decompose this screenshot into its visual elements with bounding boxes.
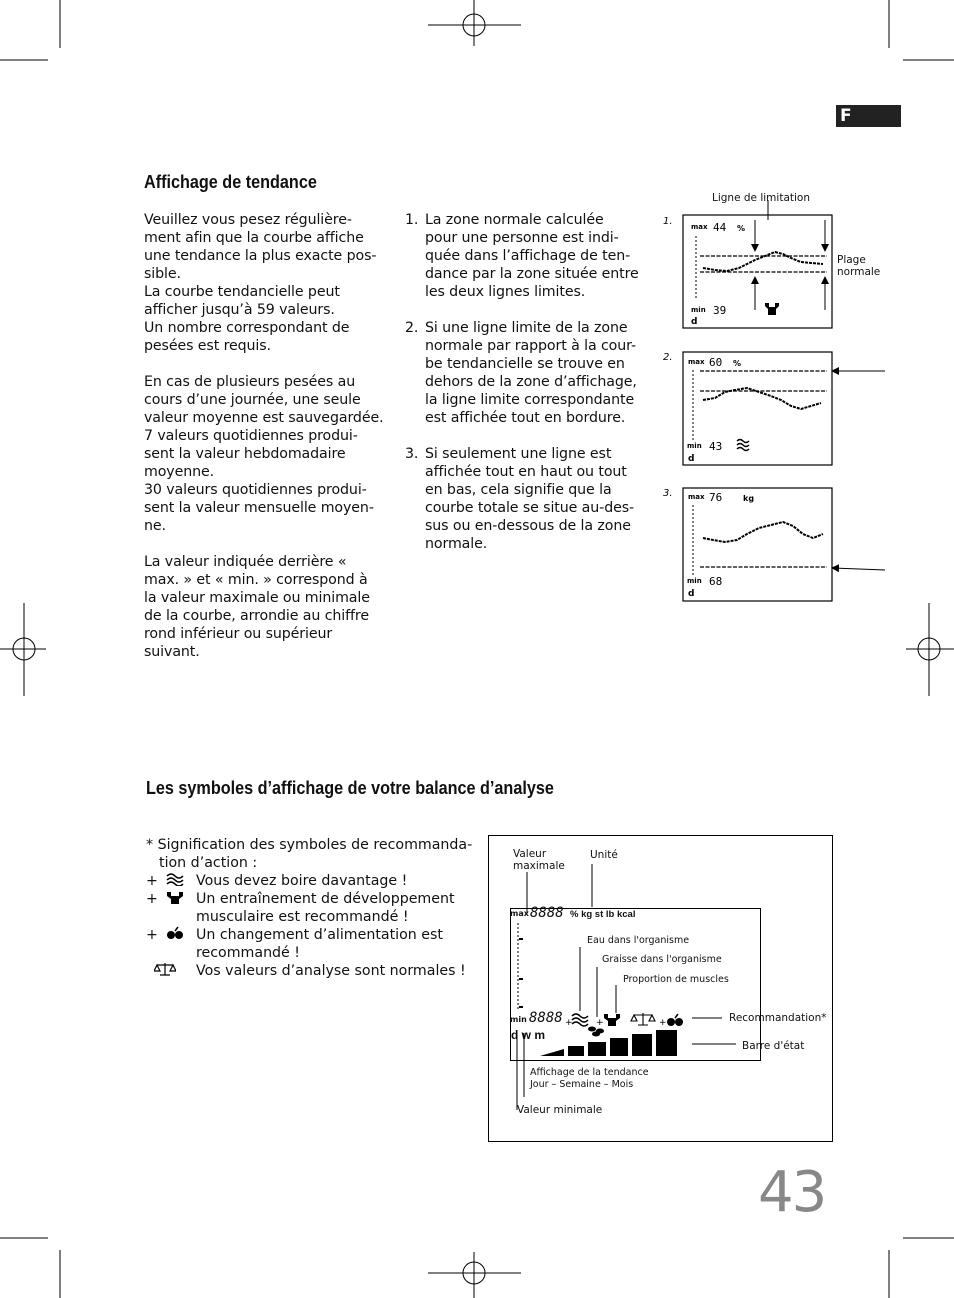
lcd-unit: % xyxy=(733,359,742,368)
lcd-period: d xyxy=(688,589,695,599)
svg-text:+: + xyxy=(659,1018,667,1028)
lcd-max-label: max xyxy=(688,358,705,366)
list-item: 2. Si une ligne limite de la zone normale par rapport à la cour- be tendancielle se trouve en dehors de la zone d’affichage, la ligne limite correspondante est affichée tout en bordure. xyxy=(405,320,637,426)
label-normal-range-2: normale xyxy=(837,266,881,278)
svg-text:+: + xyxy=(596,1018,604,1028)
scale-icon xyxy=(154,962,176,976)
list-item: 1. La zone normale calculée pour une personne est indi- quée dans l’affichage de ten- dance par la zone située entre les deux lignes limites. xyxy=(405,212,639,300)
lcd-units: % kg st lb kcal xyxy=(570,909,636,920)
intro-text: tion d’action : xyxy=(159,855,258,871)
water-icon xyxy=(572,1014,588,1026)
recommendation-legend xyxy=(146,836,476,980)
label-trend-2: Jour – Semaine – Mois xyxy=(530,1079,634,1090)
label-recommendation: Recommandation* xyxy=(729,1012,827,1024)
label-fat: Graisse dans l'organisme xyxy=(602,954,722,965)
lcd-max-value: 60 xyxy=(709,356,723,369)
trend-steps-column xyxy=(405,211,655,571)
muscle-icon xyxy=(604,1014,620,1026)
paragraph: La valeur indiquée derrière « max. » et « min. » correspond à la valeur maximale ou minimale de la courbe, arrondie au chiffre rond inférieur ou supérieur suivant. xyxy=(144,554,370,660)
list-item: + Un changement d’alimentation est recommandé ! xyxy=(146,927,443,961)
lcd-frame-3 xyxy=(683,488,832,601)
list-item: Vos valeurs d’analyse sont normales ! xyxy=(146,962,476,980)
svg-text:+: + xyxy=(565,1018,573,1028)
label-unit: Unité xyxy=(590,849,618,861)
fruit-icon xyxy=(166,926,184,940)
lcd-min-value: 43 xyxy=(709,440,723,453)
list-item: + Un entraînement de développement musculaire est recommandé ! xyxy=(146,891,455,925)
lcd-unit: kg xyxy=(743,494,755,503)
label-limit-line: Ligne de limitation xyxy=(712,192,810,204)
lcd-min-value: 68 xyxy=(709,575,723,588)
lcd-max-value: 44 xyxy=(713,221,727,234)
label-status-bar: Barre d'état xyxy=(742,1040,805,1052)
label-min-value: Valeur minimale xyxy=(517,1104,603,1116)
lcd-digits-top: 8888 xyxy=(530,905,564,921)
lcd-digits-bottom: 8888 xyxy=(529,1010,563,1026)
language-tab: F xyxy=(836,105,901,127)
trend-figures xyxy=(655,200,895,610)
lcd-unit: % xyxy=(737,224,746,233)
lcd-min-label: min xyxy=(510,1015,527,1024)
lcd-min-label: min xyxy=(687,577,702,585)
label-trend-1: Affichage de la tendance xyxy=(530,1067,649,1078)
lcd-min-value: 39 xyxy=(713,304,727,317)
lcd-period: d xyxy=(688,454,695,464)
lcd-max-label: max xyxy=(691,223,708,231)
figure-number: 3. xyxy=(663,488,673,499)
paragraph: Veuillez vous pesez régulière- ment afin que la courbe affiche une tendance la plus exacte pos- sible. La courbe tendancielle peut afficher jusqu’à 59 valeurs. Un nombre correspondant de pesées est requis. xyxy=(144,212,377,354)
section-title-symbols: Les symboles d’affichage de votre balance d’analyse xyxy=(146,778,554,798)
muscle-icon xyxy=(765,303,779,315)
lcd-min-label: min xyxy=(687,442,702,450)
label-max-value-1: Valeur xyxy=(513,848,547,860)
fat-icon xyxy=(588,1027,604,1037)
water-icon xyxy=(737,440,749,451)
lcd-period: d xyxy=(691,317,698,327)
trend-description-column xyxy=(144,211,384,661)
list-item: + Vous devez boire davantage ! xyxy=(146,873,408,889)
fruit-icon xyxy=(667,1014,683,1026)
figure-number: 2. xyxy=(663,352,673,363)
paragraph: En cas de plusieurs pesées au cours d’une journée, une seule valeur moyenne est sauvegardée. 7 valeurs quotidiennes produi- sent la valeur hebdomadaire moyenne. 30 valeurs quotidiennes produi- sent la valeur mensuelle moyen- ne. xyxy=(144,374,384,534)
muscle-icon xyxy=(166,890,184,904)
label-muscle: Proportion de muscles xyxy=(623,974,729,985)
label-water: Eau dans l'organisme xyxy=(587,935,690,946)
lcd-period-dwm: d w m xyxy=(511,1028,546,1042)
lcd-min-label: min xyxy=(691,306,706,314)
label-max-value-2: maximale xyxy=(513,860,565,872)
section-title-trend: Affichage de tendance xyxy=(144,172,317,192)
label-normal-range-1: Plage xyxy=(837,254,866,266)
lcd-max-value: 76 xyxy=(709,491,723,504)
intro-text: * Signification des symboles de recommanda- xyxy=(146,837,473,853)
water-icon xyxy=(166,872,184,886)
page-number: 43 xyxy=(758,1160,826,1225)
lcd-frame-2 xyxy=(683,352,832,465)
list-item: 3. Si seulement une ligne est affichée tout en haut ou tout en bas, cela signifie que la courbe totale se situe au-des- sus ou en-dessous de la zone normale. xyxy=(405,446,635,552)
figure-number: 1. xyxy=(663,216,673,227)
lcd-max-label: max xyxy=(688,493,705,501)
lcd-diagram-graphics xyxy=(488,835,833,1142)
lcd-max-label: max xyxy=(510,909,529,918)
scale-icon xyxy=(631,1013,655,1025)
